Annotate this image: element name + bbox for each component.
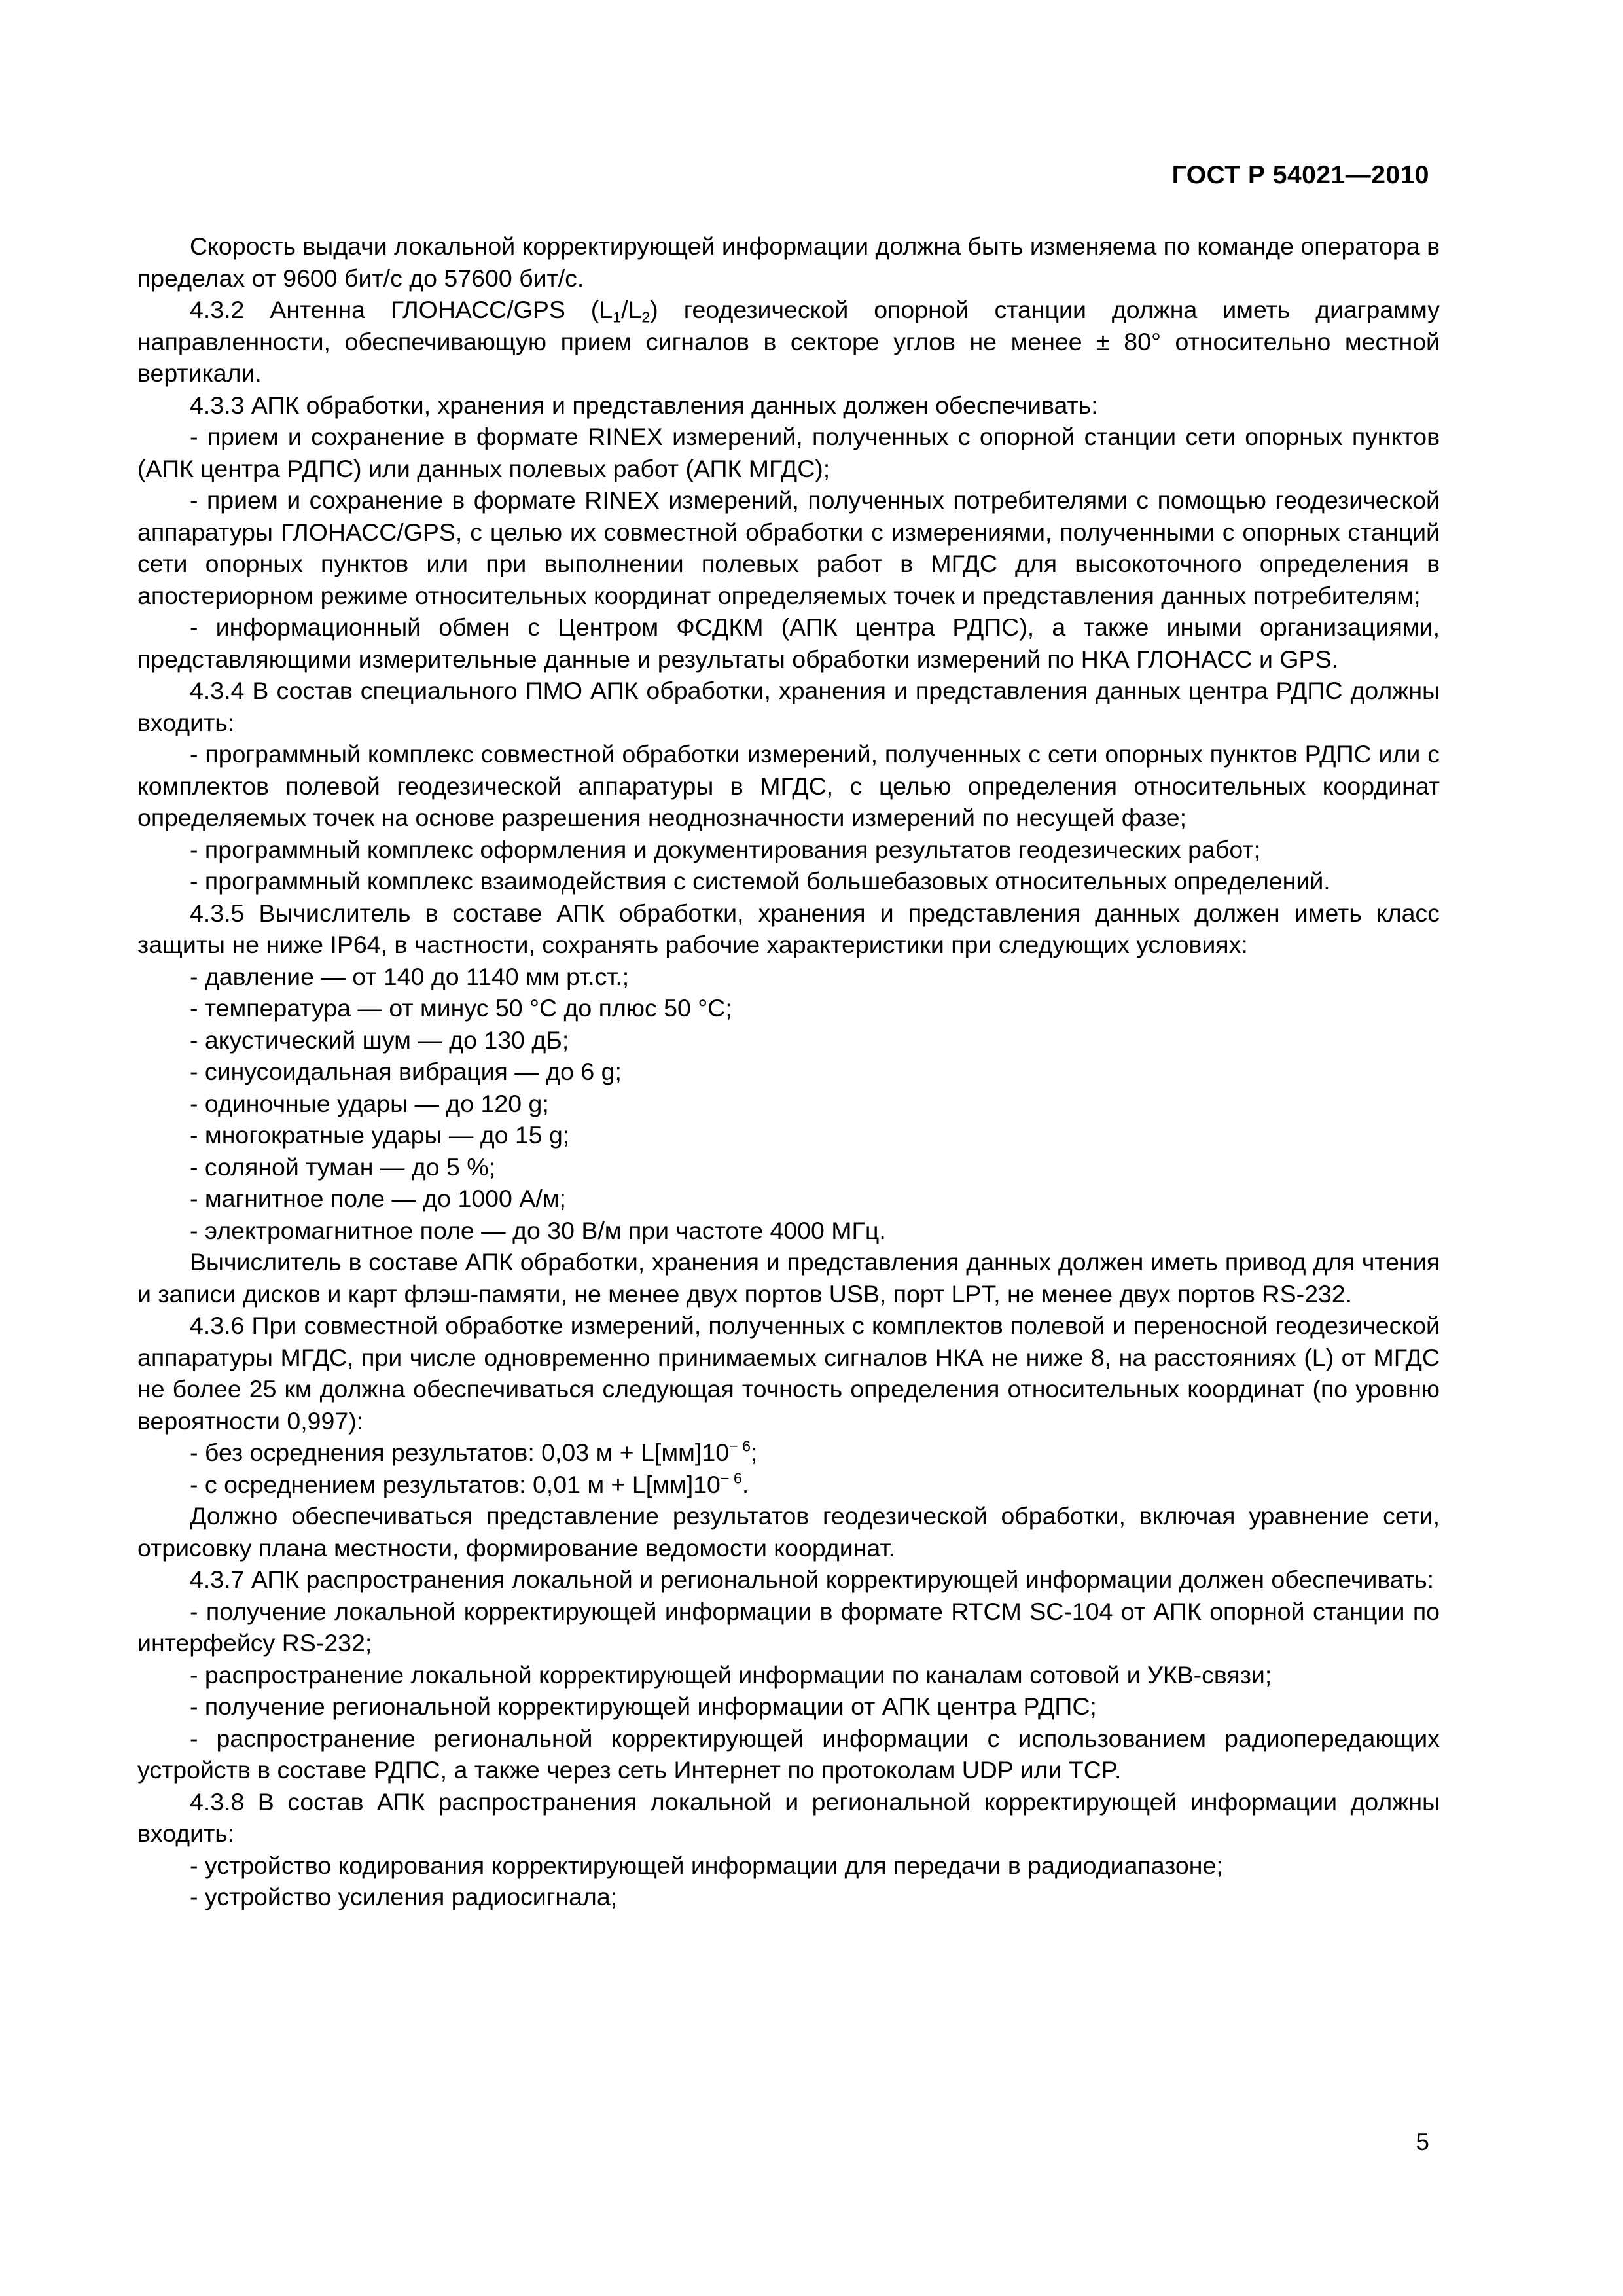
list-item-regional-distribution: - распространение региональной корректирующей информации с использованием радиопередающих устройств в составе РДПС, а также через сеть Интернет по протоколам UDP или TCP.	[137, 1724, 1440, 1784]
document-body	[137, 230, 1440, 1913]
list-item-amplifier-device: - устройство усиления радиосигнала;	[190, 1883, 618, 1910]
list-item-encoding-device: - устройство кодирования корректирующей информации для передачи в радиодиапазоне;	[190, 1851, 1223, 1879]
l2-subscript: 2	[641, 308, 651, 326]
paragraph-4-3-8-heading: 4.3.8 В состав АПК распространения локальной и региональной корректирующей информации должны входить:	[137, 1787, 1440, 1847]
page-number: 5	[1416, 2128, 1429, 2155]
paragraph-4-3-5-heading: 4.3.5 Вычислитель в составе АПК обработки, хранения и представления данных должен иметь класс защиты не ниже IP64, в частности, сохранять рабочие характеристики при следующих условиях:	[137, 899, 1440, 958]
paragraph-4-3-6-accuracy: 4.3.6 При совместной обработке измерений, полученных с комплектов полевой и переносной геодезической аппаратуры МГДС, при числе одновременно принимаемых сигналов НКА не ниже 8, на расстояниях (L) от МГДС не более 25 км должна обеспечиваться следующая точность определения относительных координат (по уровню вероятности 0,997):	[137, 1312, 1440, 1435]
paragraph-4-3-3-heading: 4.3.3 АПК обработки, хранения и представления данных должен обеспечивать:	[190, 391, 1098, 419]
antenna-text-end: ) геодезической опорной станции должна иметь диаграмму направленности, обеспечивающую прием сигналов в секторе углов не менее ± 80° относительно местной вертикали.	[137, 296, 1440, 387]
list-item-info-exchange: - информационный обмен с Центром ФСДКМ (АПК центра РДПС), а также иными организациями, представляющими измерительные данные и результаты обработки измерений по НКА ГЛОНАСС и GPS.	[137, 613, 1440, 673]
antenna-text-slash: /L	[621, 296, 642, 323]
accuracy-without-averaging	[137, 1437, 1440, 1469]
condition-acoustic-noise: - акустический шум — до 130 дБ;	[190, 1026, 569, 1054]
accuracy-with-end: .	[741, 1470, 749, 1498]
list-item-rinex-users: - прием и сохранение в формате RINEX измерений, полученных потребителями с помощью геодезической аппаратуры ГЛОНАСС/GPS, с целью их совместной обработки с измерениями, полученными с опорных станций сети опорных пунктов или при выполнении полевых работ в МГДС для высокоточного определения в апостериорном режиме относительных координат определяемых точек и представления данных потребителям;	[137, 486, 1440, 609]
condition-multiple-shock: - многократные удары — до 15 g;	[190, 1121, 570, 1149]
paragraph-4-3-2-antenna	[137, 294, 1440, 389]
paragraph-4-3-7-heading: 4.3.7 АПК распространения локальной и региональной корректирующей информации должен обеспечивать:	[190, 1566, 1435, 1593]
accuracy-with-averaging	[137, 1469, 1440, 1501]
condition-temperature: - температура — от минус 50 °С до плюс 50 °С;	[190, 994, 732, 1022]
antenna-text-start: 4.3.2 Антенна ГЛОНАСС/GPS (L	[190, 296, 613, 323]
paragraph-transfer-rate: Скорость выдачи локальной корректирующей информации должна быть изменяема по команде оператора в пределах от 9600 бит/с до 57600 бит/с.	[137, 232, 1440, 292]
paragraph-results-presentation: Должно обеспечиваться представление результатов геодезической обработки, включая уравнение сети, отрисовку плана местности, формирование ведомости координат.	[137, 1502, 1440, 1562]
condition-single-shock: - одиночные удары — до 120 g;	[190, 1089, 549, 1117]
accuracy-without-exponent: − 6	[729, 1437, 751, 1455]
condition-magnetic-field: - магнитное поле — до 1000 А/м;	[190, 1185, 566, 1212]
l1-subscript: 1	[613, 308, 622, 326]
accuracy-without-text: - без осреднения результатов: 0,03 м + L[мм]10	[190, 1439, 730, 1466]
list-item-local-distribution: - распространение локальной корректирующей информации по каналам сотовой и УКВ-связи;	[190, 1660, 1272, 1689]
condition-vibration: - синусоидальная вибрация — до 6 g;	[190, 1058, 622, 1085]
list-item-interaction: - программный комплекс взаимодействия с системой большебазовых относительных определений.	[190, 867, 1330, 895]
accuracy-with-text: - с осреднением результатов: 0,01 м + L[мм]10	[190, 1470, 721, 1498]
list-item-joint-processing: - программный комплекс совместной обработки измерений, полученных с сети опорных пунктов РДПС или с комплектов полевой геодезической аппаратуры в МГДС, с целью определения относительных координат определяемых точек на основе разрешения неоднозначности измерений по несущей фазе;	[137, 740, 1440, 831]
paragraph-computer-ports: Вычислитель в составе АПК обработки, хранения и представления данных должен иметь привод для чтения и записи дисков и карт флэш-памяти, не менее двух портов USB, порт LPT, не менее двух портов RS-232.	[137, 1248, 1440, 1308]
list-item-rinex-reference: - прием и сохранение в формате RINEX измерений, полученных с опорной станции сети опорных пунктов (АПК центра РДПС) или данных полевых работ (АПК МГДС);	[137, 423, 1440, 482]
list-item-documentation: - программный комплекс оформления и документирования результатов геодезических работ;	[190, 835, 1260, 863]
condition-em-field: - электромагнитное поле — до 30 В/м при частоте 4000 МГц.	[190, 1216, 886, 1244]
accuracy-without-end: ;	[751, 1439, 758, 1466]
paragraph-4-3-4-heading: 4.3.4 В состав специального ПМО АПК обработки, хранения и представления данных центра РДПС должны входить:	[137, 677, 1440, 736]
condition-salt-fog: - соляной туман — до 5 %;	[190, 1153, 496, 1181]
document-code-header: ГОСТ Р 54021—2010	[1171, 161, 1429, 189]
accuracy-with-exponent: − 6	[720, 1469, 742, 1487]
list-item-regional-receive: - получение региональной корректирующей информации от АПК центра РДПС;	[190, 1693, 1097, 1720]
list-item-rtcm-receive: - получение локальной корректирующей информации в формате RTCM SC-104 от АПК опорной станции по интерфейсу RS-232;	[137, 1597, 1440, 1657]
condition-pressure: - давление — от 140 до 1140 мм рт.ст.;	[190, 962, 630, 990]
